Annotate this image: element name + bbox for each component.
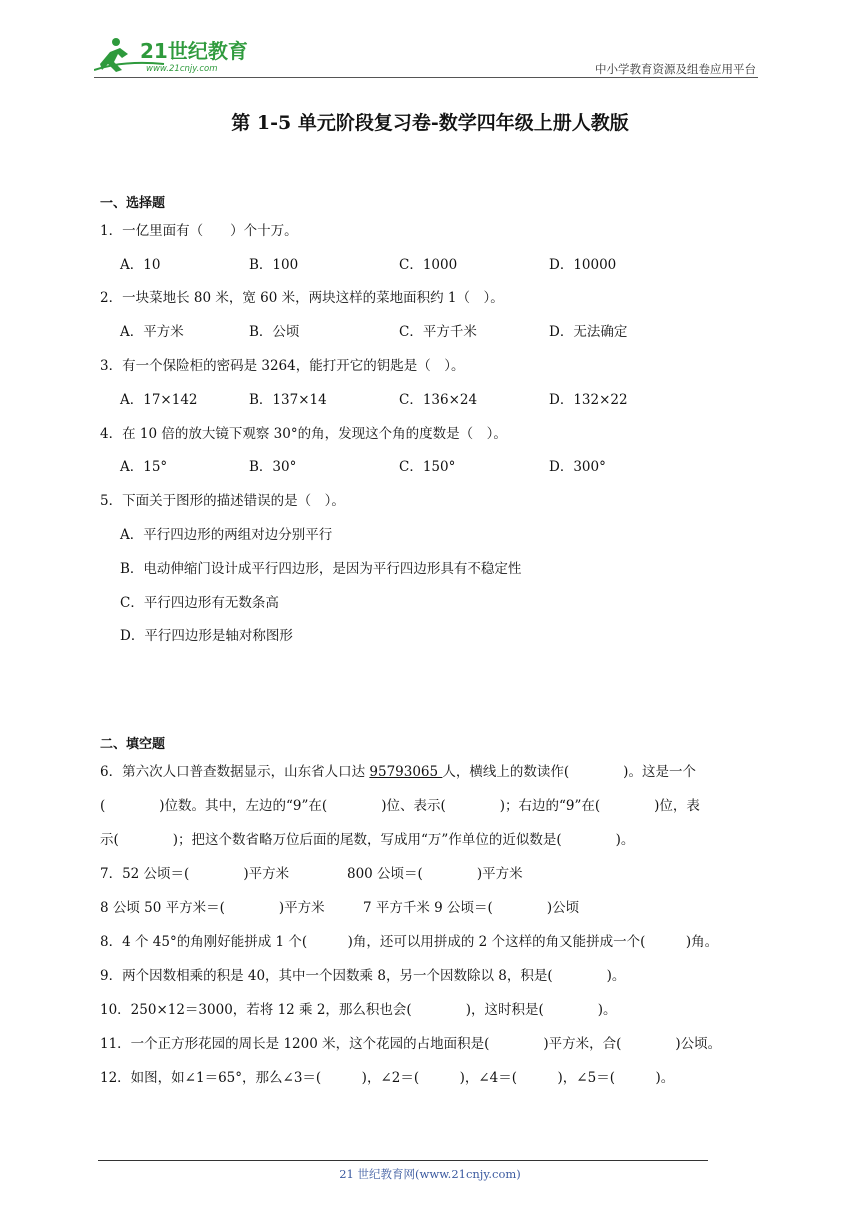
question-8: 8．4 个 45°的角刚好能拼成 1 个( )角，还可以用拼成的 2 个这样的角又能拼成一个( )角。 bbox=[100, 934, 719, 950]
q2-option-a: A．平方米 bbox=[120, 324, 184, 340]
q5-option-b: B．电动伸缩门设计成平行四边形，是因为平行四边形具有不稳定性 bbox=[120, 561, 522, 577]
q6-underlined-number: 95793065 bbox=[369, 764, 443, 780]
q4-option-b: B．30° bbox=[249, 459, 297, 475]
question-6-line-1 bbox=[100, 760, 696, 780]
question-7-line-1a: 7．52 公顷＝( )平方米 bbox=[100, 866, 290, 882]
q1-option-d: D．10000 bbox=[549, 257, 617, 273]
question-7-line-2b: 7 平方千米 9 公顷＝( )公顷 bbox=[363, 900, 580, 916]
question-12: 12．如图，如∠1＝65°，那么∠3＝( )，∠2＝( )，∠4＝( )，∠5＝( )。 bbox=[100, 1070, 675, 1086]
section-heading-fill: 二、填空题 bbox=[100, 737, 166, 752]
q3-option-d: D．132×22 bbox=[549, 392, 628, 408]
q4-option-c: C．150° bbox=[399, 459, 456, 475]
logo-url: www.21cnjy.com bbox=[146, 64, 218, 74]
question-4: 4．在 10 倍的放大镜下观察 30°的角，发现这个角的度数是（ ）。 bbox=[100, 426, 507, 442]
runner-logo-icon bbox=[94, 34, 264, 76]
q3-option-b: B．137×14 bbox=[249, 392, 327, 408]
header-divider bbox=[94, 77, 758, 78]
question-10: 10．250×12＝3000，若将 12 乘 2，那么积也会( )，这时积是( )。 bbox=[100, 1002, 617, 1018]
question-7-line-2a: 8 公顷 50 平方米＝( )平方米 bbox=[100, 900, 325, 916]
question-3: 3．有一个保险柜的密码是 3264，能打开它的钥匙是（ ）。 bbox=[100, 358, 465, 374]
q5-option-c: C．平行四边形有无数条高 bbox=[120, 595, 279, 611]
platform-name: 中小学教育资源及组卷应用平台 bbox=[595, 62, 756, 76]
question-5: 5．下面关于图形的描述错误的是（ ）。 bbox=[100, 493, 345, 509]
q5-option-d: D．平行四边形是轴对称图形 bbox=[120, 628, 293, 644]
section-heading-choice: 一、选择题 bbox=[100, 196, 166, 211]
q4-option-d: D．300° bbox=[549, 459, 606, 475]
q1-option-a: A．10 bbox=[120, 257, 161, 273]
question-6-line-3: 示( )；把这个数省略万位后面的尾数，写成用“万”作单位的近似数是( )。 bbox=[100, 832, 635, 848]
question-11: 11．一个正方形花园的周长是 1200 米，这个花园的占地面积是( )平方米，合( )公顷。 bbox=[100, 1036, 722, 1052]
q2-option-c: C．平方千米 bbox=[399, 324, 477, 340]
q6-text-a: 6．第六次人口普查数据显示，山东省人口达 bbox=[100, 764, 370, 780]
footer-divider bbox=[98, 1160, 708, 1161]
q5-option-a: A．平行四边形的两组对边分别平行 bbox=[120, 527, 333, 543]
site-logo bbox=[94, 34, 264, 76]
q6-text-b: 人，横线上的数读作( )。这是一个 bbox=[442, 764, 696, 780]
question-1: 1．一亿里面有（ ）个十万。 bbox=[100, 223, 298, 239]
q3-option-c: C．136×24 bbox=[399, 392, 478, 408]
footer-link[interactable]: 21 世纪教育网(www.21cnjy.com) bbox=[339, 1167, 521, 1181]
q1-option-b: B．100 bbox=[249, 257, 299, 273]
question-6-line-2: ( )位数。其中，左边的“9”在( )位、表示( )；右边的“9”在( )位，表 bbox=[100, 798, 700, 814]
page-title: 第 1-5 单元阶段复习卷-数学四年级上册人教版 bbox=[231, 112, 629, 134]
q1-option-c: C．1000 bbox=[399, 257, 458, 273]
question-9: 9．两个因数相乘的积是 40，其中一个因数乘 8，另一个因数除以 8，积是( )。 bbox=[100, 968, 626, 984]
logo-text: 21世纪教育 bbox=[140, 39, 248, 63]
q2-option-b: B．公顷 bbox=[249, 324, 300, 340]
q4-option-a: A．15° bbox=[120, 459, 168, 475]
q3-option-a: A．17×142 bbox=[120, 392, 198, 408]
question-2: 2．一块菜地长 80 米，宽 60 米，两块这样的菜地面积约 1（ ）。 bbox=[100, 290, 504, 306]
q2-option-d: D．无法确定 bbox=[549, 324, 628, 340]
question-7-line-1b: 800 公顷＝( )平方米 bbox=[347, 866, 523, 882]
